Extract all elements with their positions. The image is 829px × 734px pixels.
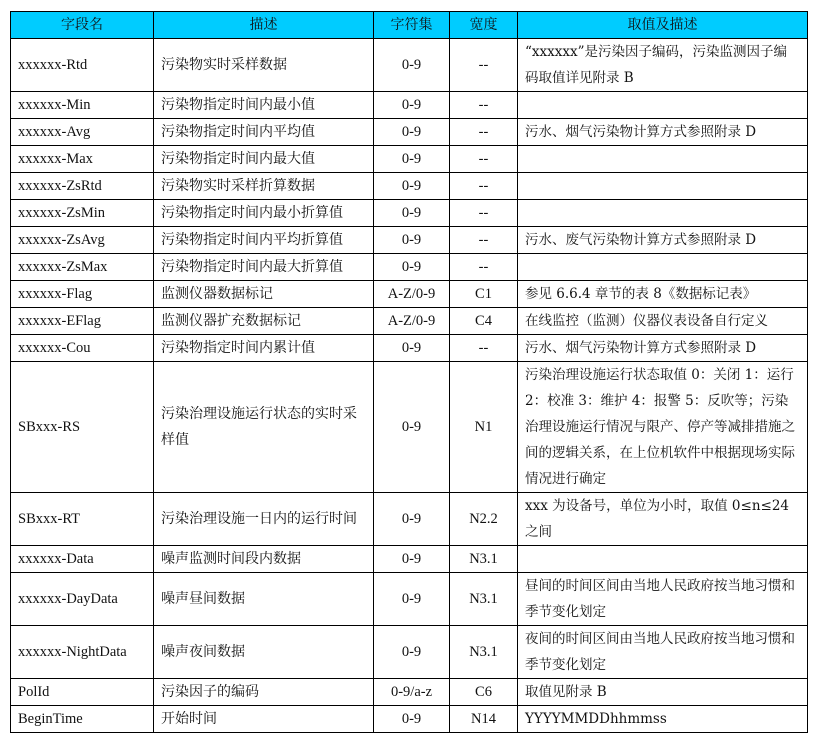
field-name-cell: xxxxxx-EFlag bbox=[11, 308, 154, 335]
description-cell: 污染治理设施一日内的运行时间 bbox=[154, 493, 374, 546]
table-row bbox=[11, 679, 808, 706]
charset-cell: 0-9/a-z bbox=[374, 679, 450, 706]
description-cell: 开始时间 bbox=[154, 706, 374, 733]
width-cell: -- bbox=[450, 335, 518, 362]
value-description-cell: 参见 6.6.4 章节的表 8《数据标记表》 bbox=[518, 281, 808, 308]
charset-cell: 0-9 bbox=[374, 546, 450, 573]
charset-cell: 0-9 bbox=[374, 362, 450, 493]
width-cell: N3.1 bbox=[450, 546, 518, 573]
value-description-cell bbox=[518, 173, 808, 200]
description-cell: 污染物指定时间内最小值 bbox=[154, 92, 374, 119]
width-cell: C6 bbox=[450, 679, 518, 706]
description-cell: 污染物指定时间内最大折算值 bbox=[154, 254, 374, 281]
field-name-cell: SBxxx-RT bbox=[11, 493, 154, 546]
table-row bbox=[11, 119, 808, 146]
field-name-cell: xxxxxx-ZsMax bbox=[11, 254, 154, 281]
description-cell: 污染物实时采样数据 bbox=[154, 39, 374, 92]
charset-cell: 0-9 bbox=[374, 335, 450, 362]
field-name-cell: xxxxxx-Avg bbox=[11, 119, 154, 146]
table-row bbox=[11, 626, 808, 679]
header-width: 宽度 bbox=[450, 12, 518, 39]
table-row bbox=[11, 281, 808, 308]
description-cell: 监测仪器数据标记 bbox=[154, 281, 374, 308]
value-description-cell: 昼间的时间区间由当地人民政府按当地习惯和季节变化划定 bbox=[518, 573, 808, 626]
value-description-cell: 夜间的时间区间由当地人民政府按当地习惯和季节变化划定 bbox=[518, 626, 808, 679]
charset-cell: 0-9 bbox=[374, 119, 450, 146]
header-field-name: 字段名 bbox=[11, 12, 154, 39]
width-cell: -- bbox=[450, 173, 518, 200]
field-name-cell: xxxxxx-NightData bbox=[11, 626, 154, 679]
header-description: 描述 bbox=[154, 12, 374, 39]
value-description-cell bbox=[518, 146, 808, 173]
table-row bbox=[11, 493, 808, 546]
table-row bbox=[11, 173, 808, 200]
table-row bbox=[11, 146, 808, 173]
table-body bbox=[11, 39, 808, 733]
field-name-cell: xxxxxx-Max bbox=[11, 146, 154, 173]
field-name-cell: xxxxxx-DayData bbox=[11, 573, 154, 626]
description-cell: 污染物指定时间内平均折算值 bbox=[154, 227, 374, 254]
description-cell: 污染治理设施运行状态的实时采样值 bbox=[154, 362, 374, 493]
value-description-cell: 在线监控（监测）仪器仪表设备自行定义 bbox=[518, 308, 808, 335]
table-row bbox=[11, 39, 808, 92]
field-name-cell: xxxxxx-Min bbox=[11, 92, 154, 119]
value-description-cell: 污水、烟气污染物计算方式参照附录 D bbox=[518, 119, 808, 146]
field-name-cell: xxxxxx-Data bbox=[11, 546, 154, 573]
field-name-cell: xxxxxx-ZsAvg bbox=[11, 227, 154, 254]
value-description-cell bbox=[518, 254, 808, 281]
table-row bbox=[11, 308, 808, 335]
value-description-cell: 污水、废气污染物计算方式参照附录 D bbox=[518, 227, 808, 254]
value-description-cell bbox=[518, 200, 808, 227]
field-name-cell: xxxxxx-ZsRtd bbox=[11, 173, 154, 200]
description-cell: 噪声夜间数据 bbox=[154, 626, 374, 679]
table-row bbox=[11, 362, 808, 493]
description-cell: 污染物指定时间内最小折算值 bbox=[154, 200, 374, 227]
width-cell: C4 bbox=[450, 308, 518, 335]
description-cell: 噪声监测时间段内数据 bbox=[154, 546, 374, 573]
table-row bbox=[11, 573, 808, 626]
value-description-cell: 污水、烟气污染物计算方式参照附录 D bbox=[518, 335, 808, 362]
field-spec-table bbox=[10, 11, 808, 733]
value-description-cell: 取值见附录 B bbox=[518, 679, 808, 706]
field-name-cell: BeginTime bbox=[11, 706, 154, 733]
value-description-cell bbox=[518, 546, 808, 573]
charset-cell: 0-9 bbox=[374, 227, 450, 254]
field-name-cell: SBxxx-RS bbox=[11, 362, 154, 493]
charset-cell: 0-9 bbox=[374, 626, 450, 679]
description-cell: 污染因子的编码 bbox=[154, 679, 374, 706]
width-cell: -- bbox=[450, 92, 518, 119]
charset-cell: 0-9 bbox=[374, 573, 450, 626]
description-cell: 污染物指定时间内累计值 bbox=[154, 335, 374, 362]
table-row bbox=[11, 254, 808, 281]
table-row bbox=[11, 706, 808, 733]
charset-cell: 0-9 bbox=[374, 173, 450, 200]
header-value-description: 取值及描述 bbox=[518, 12, 808, 39]
width-cell: N2.2 bbox=[450, 493, 518, 546]
charset-cell: 0-9 bbox=[374, 200, 450, 227]
field-name-cell: xxxxxx-Cou bbox=[11, 335, 154, 362]
table-row bbox=[11, 546, 808, 573]
field-name-cell: PolId bbox=[11, 679, 154, 706]
value-description-cell: xxx 为设备号，单位为小时，取值 0≤n≤24 之间 bbox=[518, 493, 808, 546]
charset-cell: A-Z/0-9 bbox=[374, 281, 450, 308]
width-cell: N1 bbox=[450, 362, 518, 493]
value-description-cell bbox=[518, 92, 808, 119]
field-name-cell: xxxxxx-Flag bbox=[11, 281, 154, 308]
width-cell: N3.1 bbox=[450, 573, 518, 626]
charset-cell: 0-9 bbox=[374, 254, 450, 281]
table-row bbox=[11, 335, 808, 362]
description-cell: 污染物实时采样折算数据 bbox=[154, 173, 374, 200]
width-cell: N3.1 bbox=[450, 626, 518, 679]
table-row bbox=[11, 227, 808, 254]
charset-cell: 0-9 bbox=[374, 146, 450, 173]
charset-cell: 0-9 bbox=[374, 92, 450, 119]
field-name-cell: xxxxxx-Rtd bbox=[11, 39, 154, 92]
width-cell: -- bbox=[450, 146, 518, 173]
table-header-row bbox=[11, 12, 808, 39]
width-cell: -- bbox=[450, 119, 518, 146]
description-cell: 污染物指定时间内最大值 bbox=[154, 146, 374, 173]
width-cell: -- bbox=[450, 227, 518, 254]
description-cell: 监测仪器扩充数据标记 bbox=[154, 308, 374, 335]
width-cell: C1 bbox=[450, 281, 518, 308]
width-cell: -- bbox=[450, 39, 518, 92]
value-description-cell: “xxxxxx”是污染因子编码，污染监测因子编码取值详见附录 B bbox=[518, 39, 808, 92]
width-cell: N14 bbox=[450, 706, 518, 733]
charset-cell: 0-9 bbox=[374, 706, 450, 733]
width-cell: -- bbox=[450, 254, 518, 281]
width-cell: -- bbox=[450, 200, 518, 227]
charset-cell: 0-9 bbox=[374, 493, 450, 546]
value-description-cell: 污染治理设施运行状态取值 0：关闭 1：运行 2：校准 3：维护 4：报警 5：反吹等；污染治理设施运行情况与限产、停产等减排措施之间的逻辑关系，在上位机软件中根据现场实际情况进行确定 bbox=[518, 362, 808, 493]
value-description-cell: YYYYMMDDhhmmss bbox=[518, 706, 808, 733]
charset-cell: A-Z/0-9 bbox=[374, 308, 450, 335]
header-charset: 字符集 bbox=[374, 12, 450, 39]
charset-cell: 0-9 bbox=[374, 39, 450, 92]
table-row bbox=[11, 200, 808, 227]
description-cell: 污染物指定时间内平均值 bbox=[154, 119, 374, 146]
description-cell: 噪声昼间数据 bbox=[154, 573, 374, 626]
table-row bbox=[11, 92, 808, 119]
field-name-cell: xxxxxx-ZsMin bbox=[11, 200, 154, 227]
